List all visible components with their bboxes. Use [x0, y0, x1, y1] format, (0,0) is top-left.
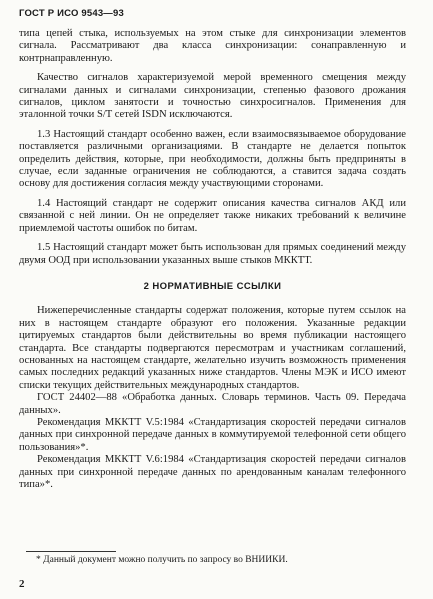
references-intro: Нижеперечисленные стандарты содержат положения, которые путем ссылок на них в настоящем стандарте образуют его положения. Указанные редакции цитируемых стандартов были действительны во время публикации настоящего стандарта. Все стандарты подвергаются пересмотрам и участникам соглашений, основанных на настоящем стандарте, желательно изучить возможность применения самых последних редакций указанных ниже стандартов. Члены МЭК и ИСО имеют списки текущих действительных международных стандартов.: [19, 305, 406, 391]
paragraph-1-4: 1.4 Настоящий стандарт не содержит описания качества сигналов АКД или связанной с ней линии. Он не определяет также никаких требований к величине приемлемой частоты ошибок по битам.: [19, 197, 406, 234]
section-title: 2 НОРМАТИВНЫЕ ССЫЛКИ: [143, 280, 282, 292]
document-header: ГОСТ Р ИСО 9543—93: [19, 8, 124, 19]
paragraph-continuation: типа цепей стыка, используемых на этом стыке для синхронизации элементов сигнала. Рассматривают два класса синхронизации: сонаправленную и контрнаправленную.: [19, 28, 406, 64]
reference-mkktt-v5: Рекомендация МККТТ V.5:1984 «Стандартизация скоростей передачи сигналов данных при синхронной передаче данных в коммутируемой телефонной сети общего пользования»*.: [19, 416, 406, 453]
paragraph-1-3: 1.3 Настоящий стандарт особенно важен, если взаимосвязываемое оборудование поставляется различными организациями. В стандарте не делается попыток определить действия, которые, при необходимости, должны быть предприняты в случае, если заданные ограничения не соблюдаются, а ставится задача создать основу для достижения согласия между участвующими сторонами.: [19, 128, 406, 190]
paragraph-signal-quality: Качество сигналов характеризуемой мерой временного смещения между сигналами данных и сигналами синхронизации, степенью фазового дрожания сигналов, циклом занятости и точностью синхросигналов. Применения для эталонной точки S/T сетей ISDN исключаются.: [19, 72, 406, 121]
footnote-divider: [26, 551, 116, 552]
reference-gost-24402: ГОСТ 24402—88 «Обработка данных. Словарь терминов. Часть 09. Передача данных».: [19, 392, 406, 416]
footnote: * Данный документ можно получить по запросу во ВНИИКИ.: [36, 555, 288, 565]
paragraph-1-5: 1.5 Настоящий стандарт может быть использован для прямых соединений между двумя ООД при использовании указанных выше стыков МККТТ.: [19, 242, 406, 266]
reference-mkktt-v6: Рекомендация МККТТ V.6:1984 «Стандартизация скоростей передачи сигналов данных при синхронной передаче данных по арендованным каналам телефонного типа»*.: [19, 454, 406, 490]
document-body: [19, 28, 406, 491]
page-number: 2: [19, 578, 25, 590]
